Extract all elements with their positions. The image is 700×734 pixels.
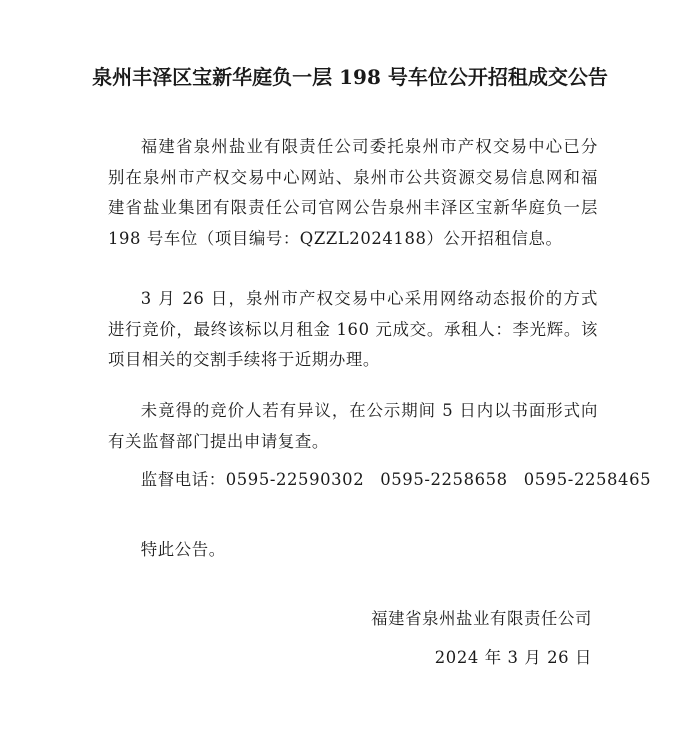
- issue-date: 2024 年 3 月 26 日: [434, 648, 592, 667]
- supervision-phone-line: [108, 465, 652, 496]
- paragraph-entrustment-text: 福建省泉州盐业有限责任公司委托泉州市产权交易中心已分别在泉州市产权交易中心网站、泉州市公共资源交易信息网和福建省盐业集团有限责任公司官网公告泉州丰泽区宝新华庭负一层 198 号车位（项目编号：QZZL2024188）公开招租信息。: [108, 137, 598, 248]
- phone-number: 0595-2258658: [380, 470, 508, 489]
- paragraph-objection: [108, 396, 598, 457]
- paragraph-entrustment: [108, 132, 598, 254]
- page-title: 泉州丰泽区宝新华庭负一层 198 号车位公开招租成交公告: [92, 65, 608, 89]
- closing-remark: [108, 535, 598, 566]
- phone-number: 0595-22590302: [225, 470, 365, 489]
- paragraph-objection-text: 未竟得的竞价人若有异议，在公示期间 5 日内以书面形式向有关监督部门提出申请复查。: [108, 401, 598, 451]
- issuing-organization: 福建省泉州盐业有限责任公司: [371, 609, 592, 628]
- phone-line: [108, 465, 652, 496]
- phone-number: 0595-2258465: [523, 470, 652, 489]
- paragraph-transaction-result: [108, 284, 598, 376]
- phone-label: 监督电话：: [140, 470, 226, 489]
- closing-remark-text: 特此公告。: [140, 540, 226, 559]
- paragraph-transaction-result-text: 3 月 26 日，泉州市产权交易中心采用网络动态报价的方式进行竞价，最终该标以月租金 160 元成交。承租人：李光辉。该项目相关的交割手续将于近期办理。: [108, 289, 598, 369]
